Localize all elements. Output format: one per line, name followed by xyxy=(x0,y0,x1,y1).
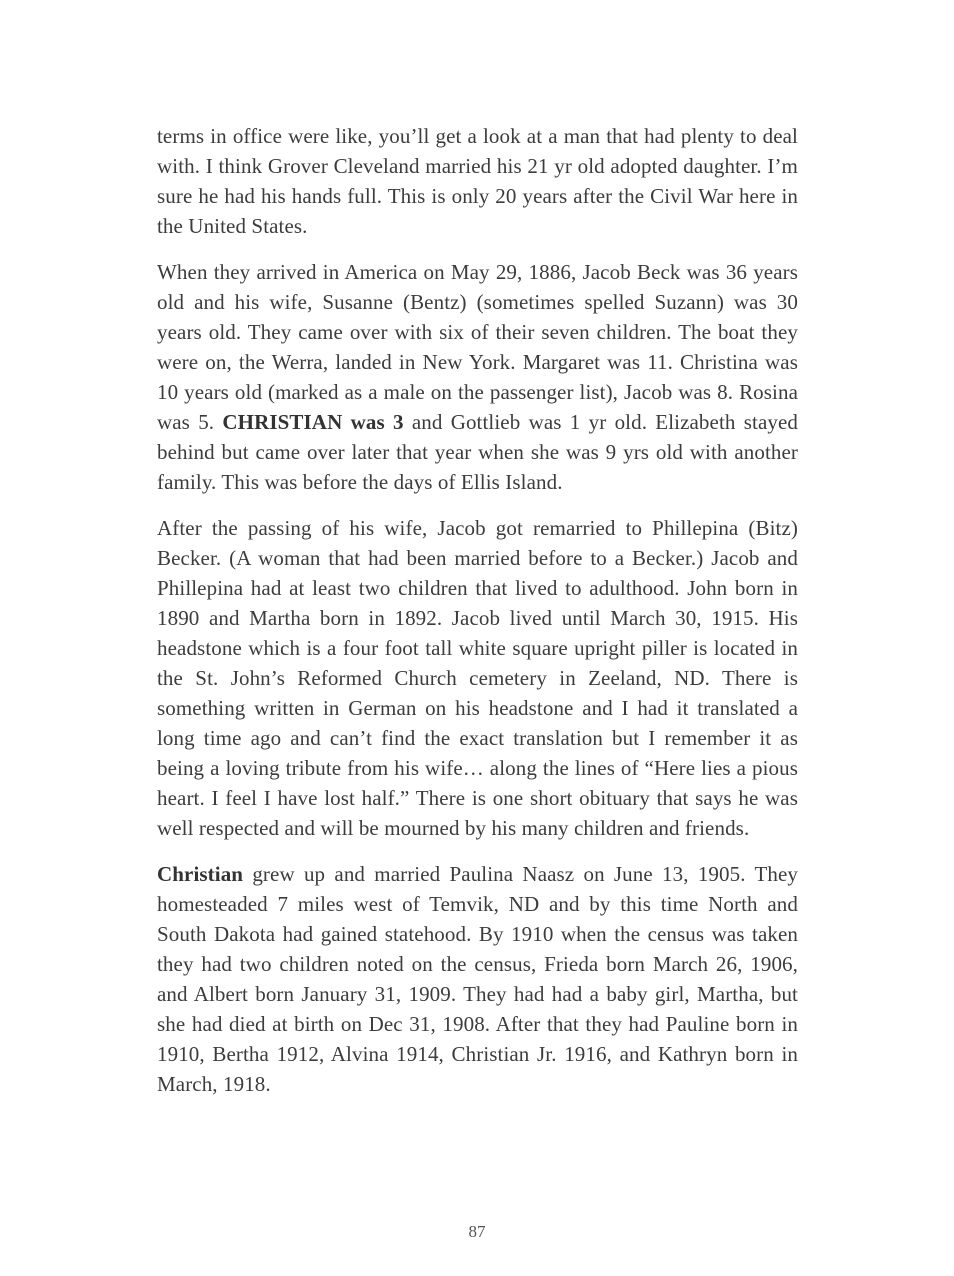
bold-text-segment: CHRISTIAN was 3 xyxy=(222,410,404,434)
text-segment: and Gottlieb was 1 yr old. Elizabeth stayed behind but came over later that year when she was 9 yrs old with another family. This was before the days of Ellis Island. xyxy=(157,410,798,494)
text-segment: terms in office were like, you’ll get a look at a man that had plenty to deal with. I think Grover Cleveland married his 21 yr old adopted daughter. I’m sure he had his hands full. This is only 20 years after the Civil War here in the United States. xyxy=(157,124,798,238)
text-segment: grew up and married Paulina Naasz on June 13, 1905. They homesteaded 7 miles west of Temvik, ND and by this time North and South Dakota had gained statehood. By 1910 when the census was taken they had two children noted on the census, Frieda born March 26, 1906, and Albert born January 31, 1909. They had had a baby girl, Martha, but she had died at birth on Dec 31, 1908. After that they had Pauline born in 1910, Bertha 1912, Alvina 1914, Christian Jr. 1916, and Kathryn born in March, 1918. xyxy=(157,862,798,1096)
text-segment: When they arrived in America on May 29, 1886, Jacob Beck was 36 years old and his wife, Susanne (Bentz) (sometimes spelled Suzann) was 30 years old. They came over with six of their seven children. The boat they were on, the Werra, landed in New York. Margaret was 11. Christina was 10 years old (marked as a male on the passenger list), Jacob was 8. Rosina was 5. xyxy=(157,260,798,434)
paragraph xyxy=(157,121,798,241)
document-body xyxy=(157,121,798,1115)
bold-text-segment: Christian xyxy=(157,862,244,886)
page-number: 87 xyxy=(468,1222,486,1241)
paragraph xyxy=(157,513,798,843)
paragraph xyxy=(157,257,798,497)
text-segment: After the passing of his wife, Jacob got remarried to Phillepina (Bitz) Becker. (A woman that had been married before to a Becker.) Jacob and Phillepina had at least two children that lived to adulthood. John born in 1890 and Martha born in 1892. Jacob lived until March 30, 1915. His headstone which is a four foot tall white square upright piller is located in the St. John’s Reformed Church cemetery in Zeeland, ND. There is something written in German on his headstone and I had it translated a long time ago and can’t find the exact translation but I remember it as being a loving tribute from his wife… along the lines of “Here lies a pious heart. I feel I have lost half.” There is one short obituary that says he was well respected and will be mourned by his many children and friends. xyxy=(157,516,798,840)
paragraph xyxy=(157,859,798,1099)
